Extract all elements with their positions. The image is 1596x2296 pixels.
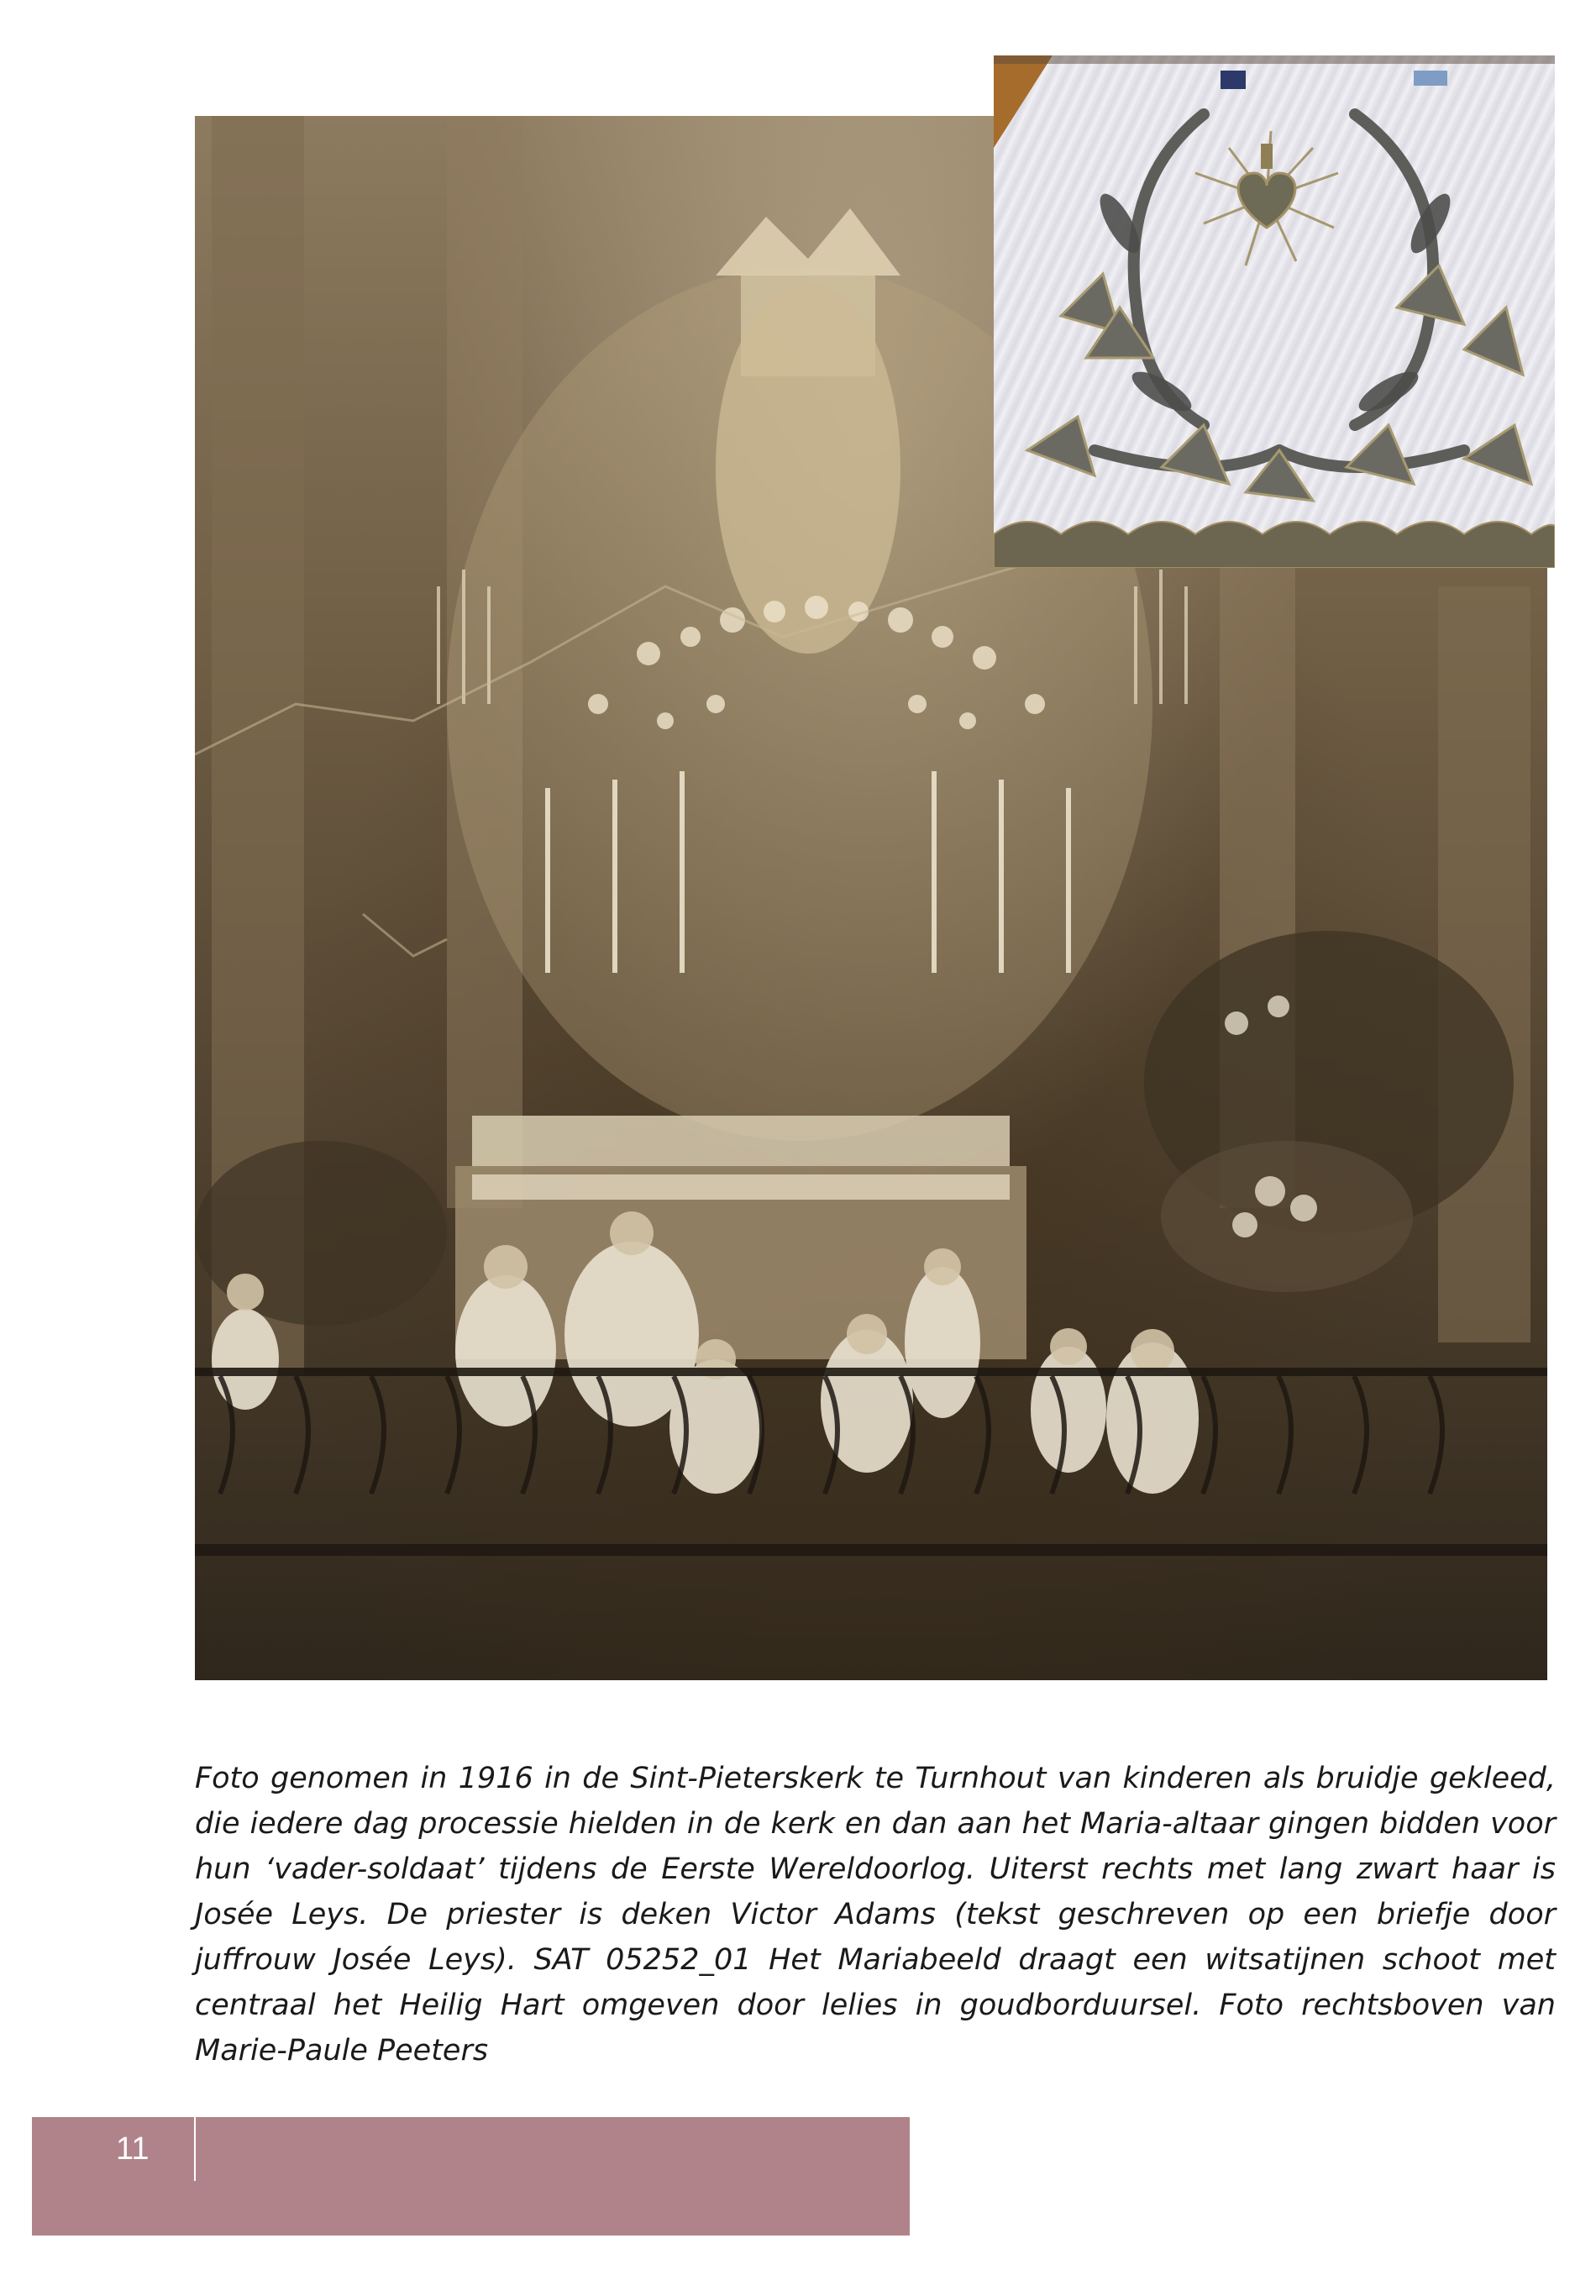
photo-caption: Foto genomen in 1916 in de Sint-Pieterskerk te Turnhout van kinderen als bruidje gekleed, die iedere dag processie hielden in de kerk en dan aan het Maria-altaar gingen bidden voor hun ‘vader-soldaat’ tijdens de Eerste Wereldoorlog. Uiterst rechts met lang zwart haar is Josée Leys. De priester is deken Victor Adams (tekst geschreven op een briefje door juffrouw Josée Leys). SAT 05252_01 Het Mariabeeld draagt een witsatijnen schoot met centraal het Heilig Hart omgeven door lelies in goudborduursel. Foto rechtsboven van Marie-Paule Peeters [195, 1762, 1556, 2067]
embroidery-photograph [994, 55, 1555, 568]
page-number: 11 [116, 2131, 150, 2167]
footer-divider [194, 2117, 196, 2181]
embroidery-illustration [994, 55, 1555, 568]
